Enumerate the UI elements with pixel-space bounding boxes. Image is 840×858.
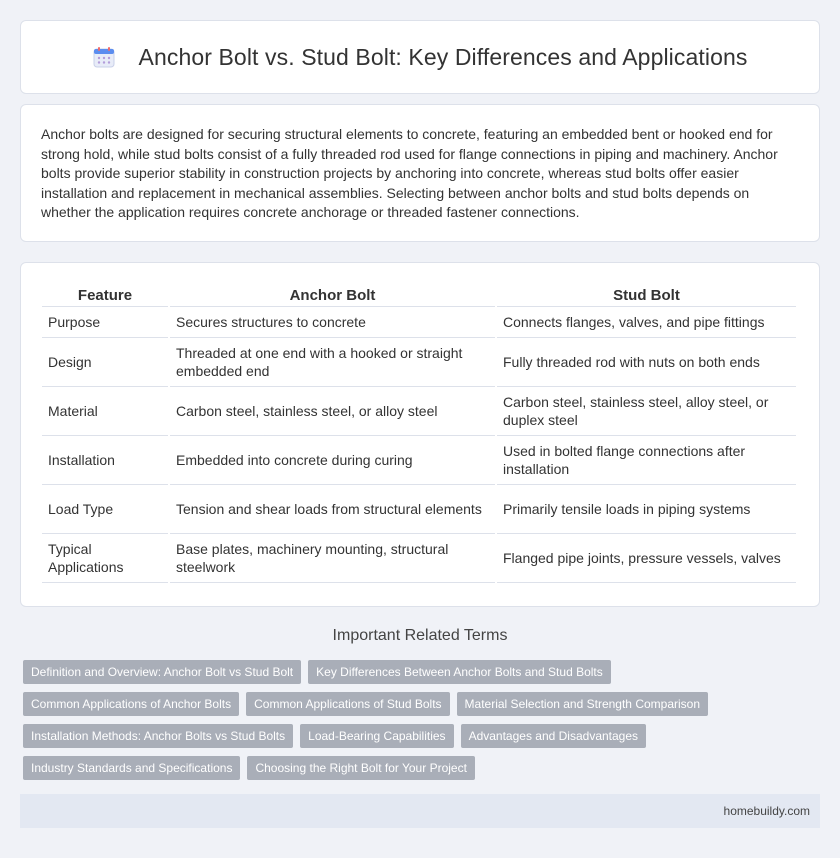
table-row bbox=[42, 436, 796, 485]
table-cell-stud-bolt: Used in bolted flange connections after installation bbox=[497, 436, 796, 485]
table-cell-feature: Typical Applications bbox=[42, 534, 168, 583]
table-cell-feature: Design bbox=[42, 338, 168, 387]
table-cell-anchor-bolt: Tension and shear loads from structural elements bbox=[170, 485, 495, 534]
calendar-icon bbox=[93, 46, 115, 68]
related-term-tag[interactable]: Load-Bearing Capabilities bbox=[300, 724, 453, 748]
table-cell-stud-bolt: Primarily tensile loads in piping systems bbox=[497, 485, 796, 534]
table-row bbox=[42, 534, 796, 583]
table-cell-feature: Material bbox=[42, 387, 168, 436]
related-term-tag[interactable]: Choosing the Right Bolt for Your Project bbox=[247, 756, 474, 780]
table-cell-stud-bolt: Carbon steel, stainless steel, alloy steel, or duplex steel bbox=[497, 387, 796, 436]
table-cell-stud-bolt: Connects flanges, valves, and pipe fittings bbox=[497, 307, 796, 338]
column-header-stud-bolt: Stud Bolt bbox=[497, 283, 796, 307]
title-card bbox=[20, 20, 820, 94]
related-term-tag[interactable]: Definition and Overview: Anchor Bolt vs Stud Bolt bbox=[23, 660, 301, 684]
related-terms-heading: Important Related Terms bbox=[332, 627, 508, 644]
related-term-tag[interactable]: Industry Standards and Specifications bbox=[23, 756, 240, 780]
column-header-feature: Feature bbox=[42, 283, 168, 307]
comparison-table-card bbox=[20, 262, 820, 607]
table-cell-feature: Purpose bbox=[42, 307, 168, 338]
related-term-tag[interactable]: Advantages and Disadvantages bbox=[461, 724, 646, 748]
table-row bbox=[42, 307, 796, 338]
related-term-tag[interactable]: Common Applications of Stud Bolts bbox=[246, 692, 449, 716]
table-cell-anchor-bolt: Secures structures to concrete bbox=[170, 307, 495, 338]
related-term-tag[interactable]: Key Differences Between Anchor Bolts and Stud Bolts bbox=[308, 660, 611, 684]
table-cell-anchor-bolt: Embedded into concrete during curing bbox=[170, 436, 495, 485]
related-term-tag[interactable]: Installation Methods: Anchor Bolts vs Stud Bolts bbox=[23, 724, 293, 748]
intro-text: Anchor bolts are designed for securing structural elements to concrete, featuring an embedded bent or hooked end for strong hold, while stud bolts consist of a fully threaded rod used for flange connections in piping and machinery. Anchor bolts provide superior stability in construction projects by anchoring into concrete, whereas stud bolts offer easier installation and replacement in mechanical assemblies. Selecting between anchor bolts and stud bolts depends on whether the application requires concrete anchorage or threaded fastener connections. bbox=[41, 126, 778, 220]
table-cell-anchor-bolt: Threaded at one end with a hooked or straight embedded end bbox=[170, 338, 495, 387]
table-cell-feature: Load Type bbox=[42, 485, 168, 534]
related-term-tag[interactable]: Material Selection and Strength Comparison bbox=[457, 692, 708, 716]
footer-site-link[interactable]: homebuildy.com bbox=[723, 804, 810, 818]
table-cell-stud-bolt: Flanged pipe joints, pressure vessels, valves bbox=[497, 534, 796, 583]
related-term-tag[interactable]: Common Applications of Anchor Bolts bbox=[23, 692, 239, 716]
table-header-row bbox=[42, 283, 796, 307]
table-cell-stud-bolt: Fully threaded rod with nuts on both ends bbox=[497, 338, 796, 387]
table-cell-feature: Installation bbox=[42, 436, 168, 485]
page-title: Anchor Bolt vs. Stud Bolt: Key Differences and Applications bbox=[138, 43, 748, 70]
table-cell-anchor-bolt: Carbon steel, stainless steel, or alloy steel bbox=[170, 387, 495, 436]
table-row bbox=[42, 485, 796, 534]
related-terms-list bbox=[23, 660, 823, 788]
table-row bbox=[42, 387, 796, 436]
column-header-anchor-bolt: Anchor Bolt bbox=[170, 283, 495, 307]
intro-card bbox=[20, 104, 820, 242]
table-cell-anchor-bolt: Base plates, machinery mounting, structural steelwork bbox=[170, 534, 495, 583]
table-row bbox=[42, 338, 796, 387]
footer bbox=[20, 794, 820, 828]
comparison-table bbox=[40, 283, 798, 583]
